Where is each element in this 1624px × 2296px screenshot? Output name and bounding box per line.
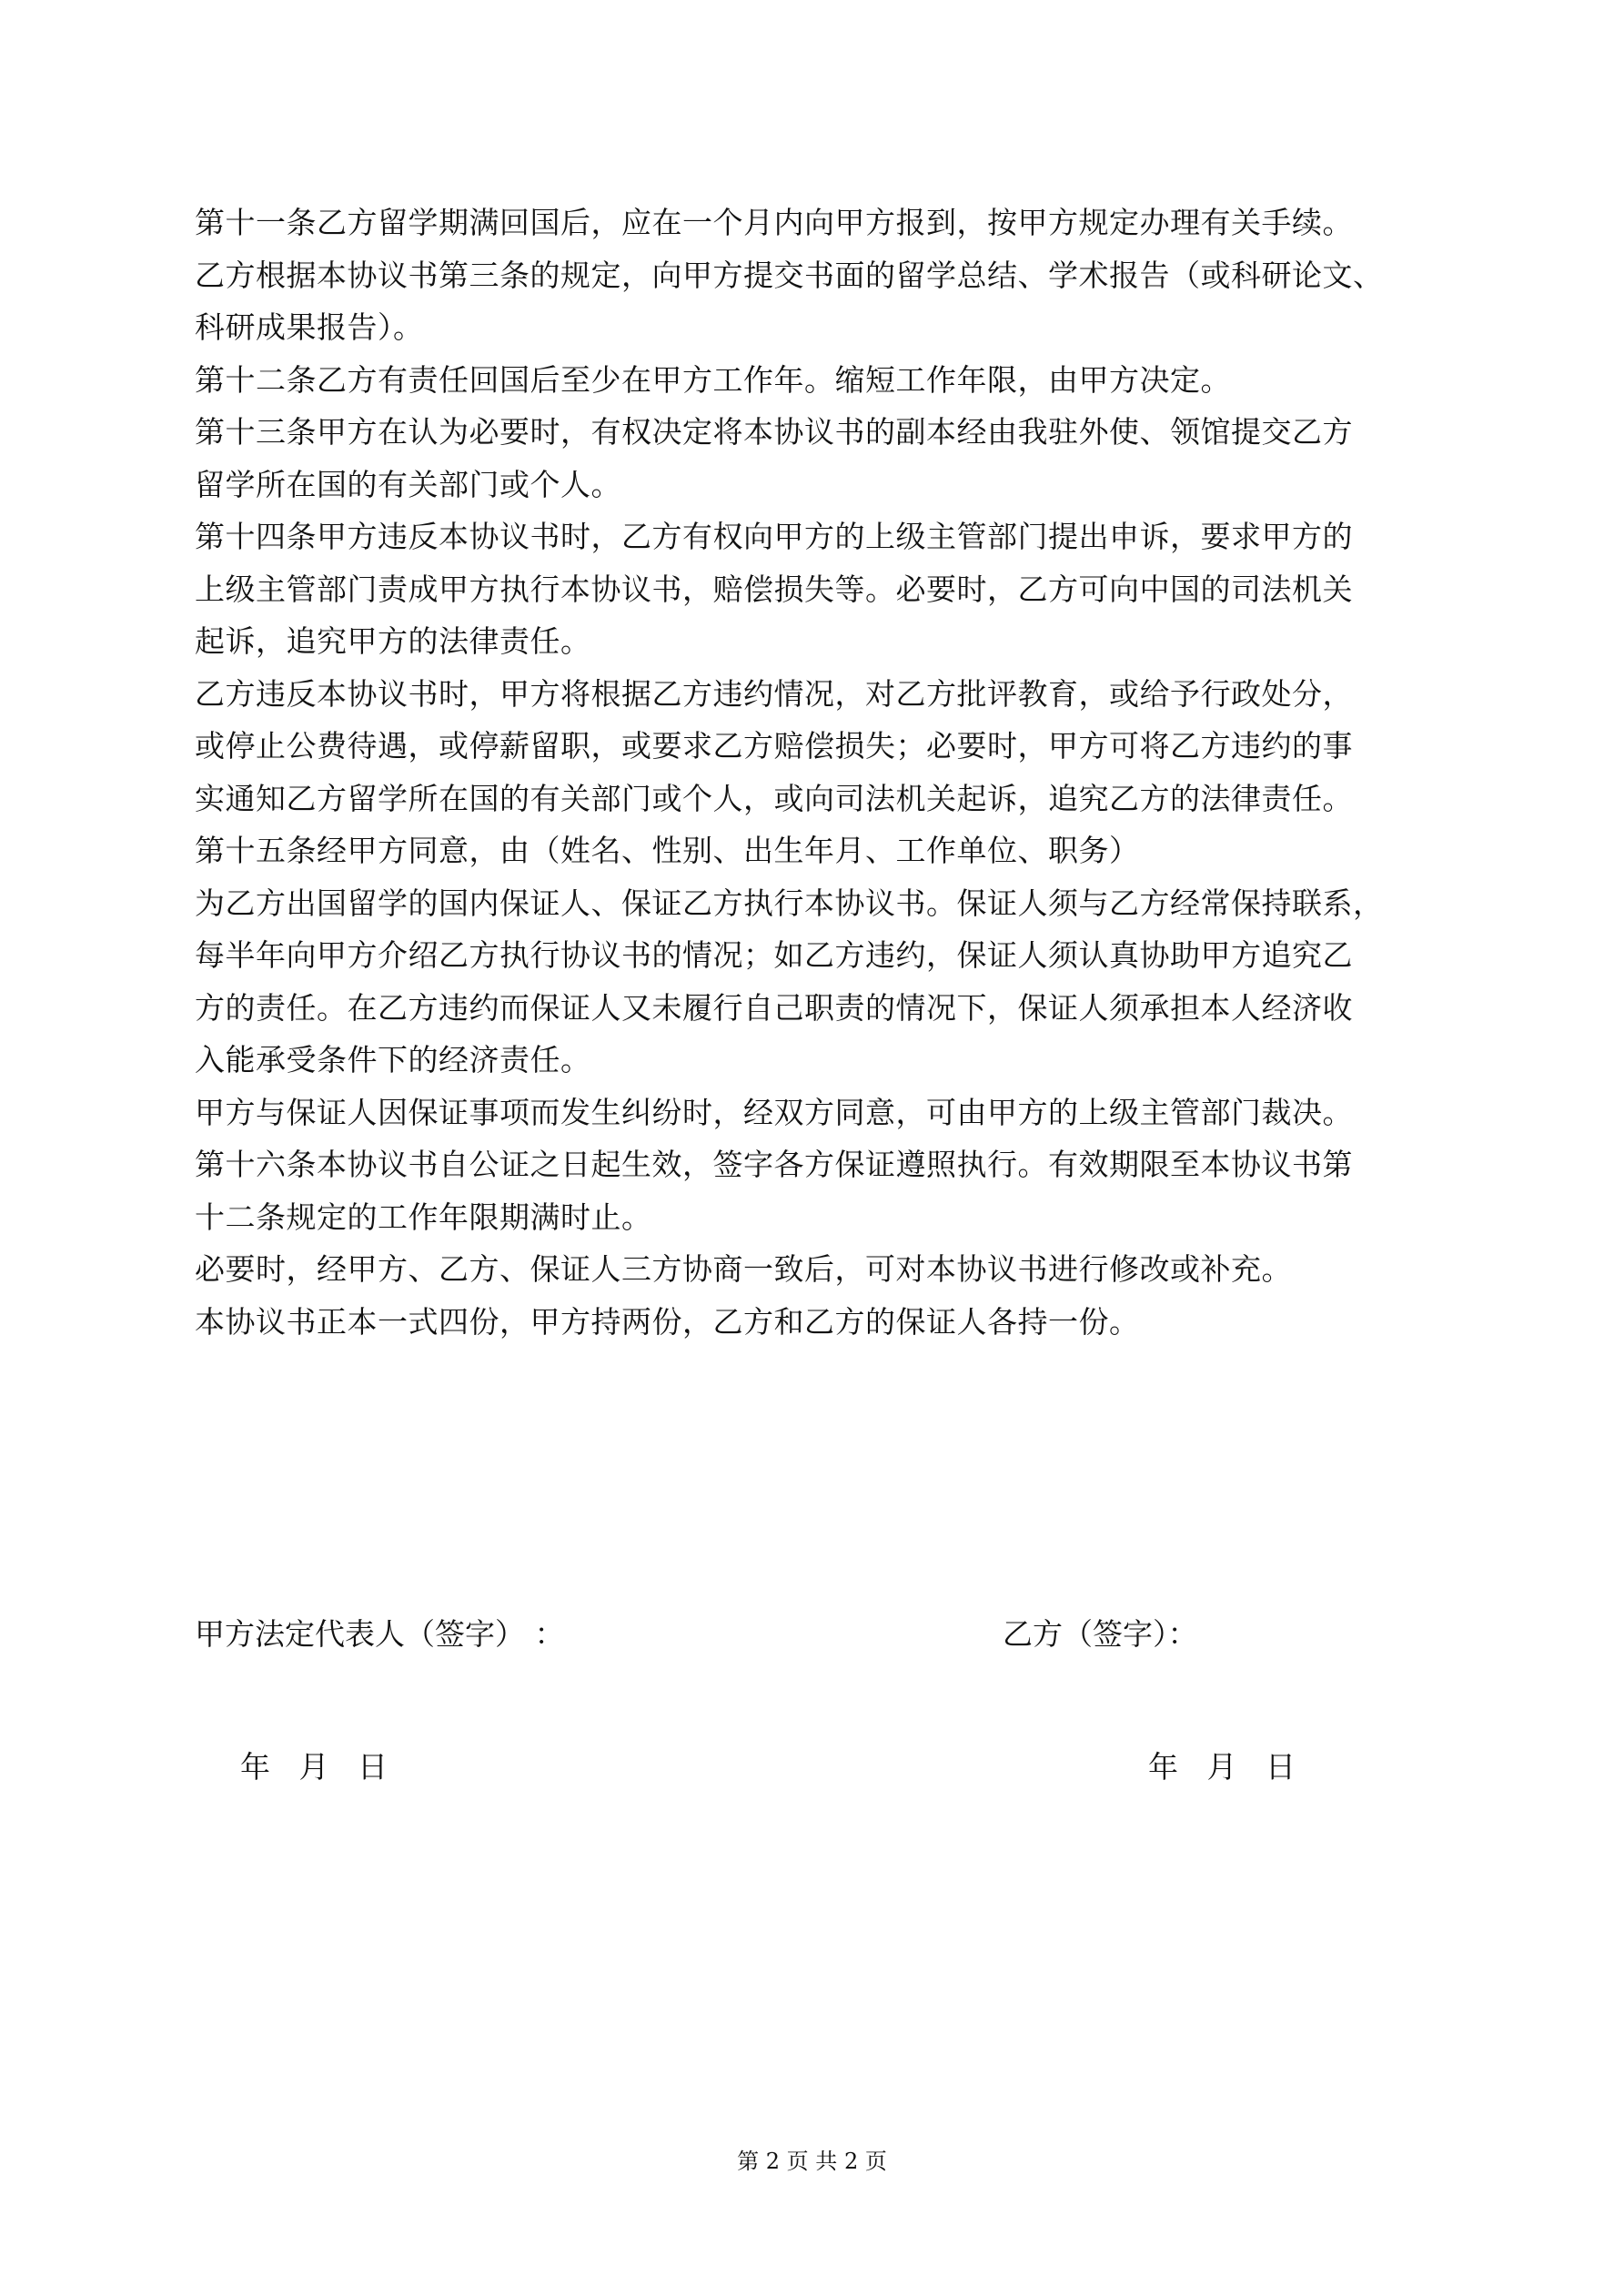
party-a-signature-label: 甲方法定代表人（签字） ： [195,1616,565,1652]
text-line: 为乙方出国留学的国内保证人、保证乙方执行本协议书。保证人须与乙方经常保持联系， [195,885,1384,921]
text-line: 每半年向甲方介绍乙方执行协议书的情况；如乙方违约，保证人须认真协助甲方追究乙 [195,937,1353,973]
text-line: 入能承受条件下的经济责任。 [195,1042,591,1077]
text-line: 乙方根据本协议书第三条的规定，向甲方提交书面的留学总结、学术报告（或科研论文、 [195,257,1384,293]
text-line: 第十六条本协议书自公证之日起生效，签字各方保证遵照执行。有效期限至本协议书第 [195,1147,1353,1182]
text-line: 方的责任。在乙方违约而保证人又未履行自己职责的情况下，保证人须承担本人经济收 [195,989,1353,1026]
text-line: 第十一条乙方留学期满回国后，应在一个月内向甲方报到，按甲方规定办理有关手续。 [195,205,1353,240]
text-line: 第十二条乙方有责任回国后至少在甲方工作年。缩短工作年限，由甲方决定。 [195,361,1231,398]
page-number-footer: 第 2 页 共 2 页 [737,2149,887,2174]
text-line: 必要时，经甲方、乙方、保证人三方协商一致后，可对本协议书进行修改或补充。 [195,1251,1292,1287]
party-b-signature-label: 乙方（签字）： [1003,1616,1198,1652]
text-line: 上级主管部门责成甲方执行本协议书，赔偿损失等。必要时，乙方可向中国的司法机关 [195,571,1353,607]
text-line: 或停止公费待遇，或停薪留职，或要求乙方赔偿损失；必要时，甲方可将乙方违约的事 [195,728,1353,764]
text-line: 科研成果报告）。 [195,309,424,345]
party-b-date-label: 年 月 日 [1148,1749,1296,1785]
text-line: 第十三条甲方在认为必要时，有权决定将本协议书的副本经由我驻外使、领馆提交乙方 [195,414,1353,450]
text-line: 乙方违反本协议书时，甲方将根据乙方违约情况，对乙方批评教育，或给予行政处分， [195,675,1353,712]
text-line: 十二条规定的工作年限期满时止。 [195,1199,652,1235]
text-line: 起诉，追究甲方的法律责任。 [195,623,591,659]
text-line: 本协议书正本一式四份，甲方持两份，乙方和乙方的保证人各持一份。 [195,1303,1140,1340]
text-line: 实通知乙方留学所在国的有关部门或个人，或向司法机关起诉，追究乙方的法律责任。 [195,780,1353,816]
text-line: 留学所在国的有关部门或个人。 [195,466,621,502]
text-line: 甲方与保证人因保证事项而发生纠纷时，经双方同意，可由甲方的上级主管部门裁决。 [195,1094,1353,1130]
text-line: 第十四条甲方违反本协议书时，乙方有权向甲方的上级主管部门提出申诉，要求甲方的 [195,519,1353,554]
text-line: 第十五条经甲方同意，由（姓名、性别、出生年月、工作单位、职务） [195,833,1140,868]
party-a-date-label: 年 月 日 [240,1749,388,1785]
agreement-body [195,197,1441,1348]
